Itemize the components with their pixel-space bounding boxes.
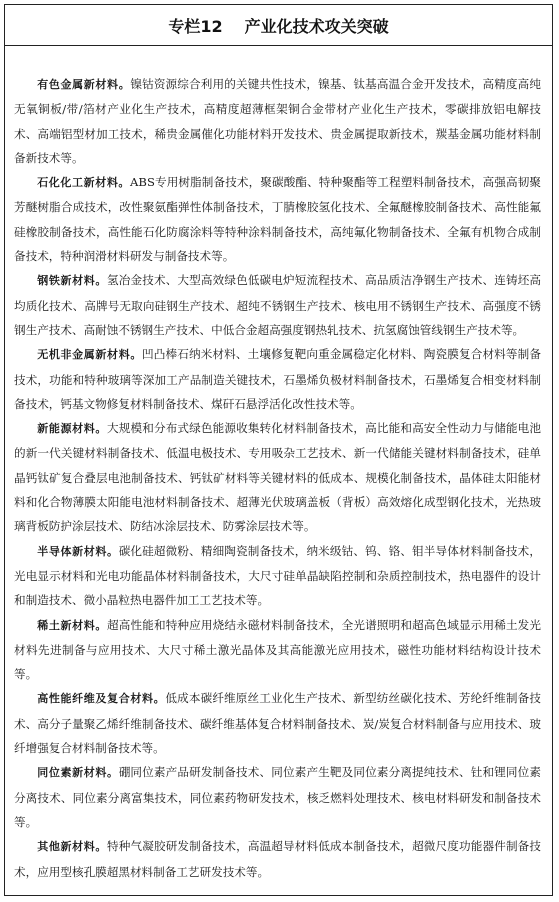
paragraph-text: 镍钴资源综合利用的关键共性技术，镍基、钛基高温合金开发技术，高精度高纯无氧铜板/带/箔材产业化生产技术，高精度超薄框架铜合金带材产业化生产技术，零碳排放铝电解技术、高端铝型材加工技术，稀贵金属催化功能材料开发技术、贵金属提取新技术，羰基金属功能材料制备新技术等。: [14, 77, 541, 165]
paragraph-text: 特种气凝胶研发制备技术，高温超导材料低成本制备技术，超微尺度功能器件制备技术，应用型核孔膜超黑材料制备工艺研发技术等。: [14, 839, 541, 879]
paragraph-isotope: [14, 760, 541, 834]
paragraph-heading: 其他新材料。: [37, 840, 108, 854]
paragraph-text: 氢冶金技术、大型高效绿色低碳电炉短流程技术、高品质洁净钢生产技术、连铸坯高均质化技术、高牌号无取向硅钢生产技术、超纯不锈钢生产技术、核电用不锈钢生产技术、高强度不锈钢生产技术、高耐蚀不锈钢生产技术、中低合金超高强度钢热轧技术、抗氢腐蚀管线钢生产技术等。: [14, 273, 541, 337]
paragraph-text: 超高性能和特种应用烧结永磁材料制备技术，全光谱照明和超高色域显示用稀土发光材料先进制备与应用技术、大尺寸稀土激光晶体及其高能激光应用技术，磁性功能材料结构设计技术等。: [14, 617, 541, 682]
paragraph-fiber-composite: [14, 686, 541, 760]
paragraph-other: [14, 834, 541, 884]
paragraph-text: 大规模和分布式绿色能源收集转化材料制备技术，高比能和高安全性动力与储能电池的新一代关键材料制备技术、低温电极技术、专用吸杂工艺技术、新一代储能关键材料制备技术，硅单晶钙钛矿复合叠层电池制备技术、钙钛矿材料等关键材料的低成本、规模化制备技术，晶体硅太阳能材料和化合物薄膜太阳能电池材料制备技术、超薄光伏玻璃盖板（背板）高效熔化成型钢化技术，光热玻璃背板防护涂层技术、防结冰涂层技术、防雾涂层技术等。: [14, 421, 541, 534]
paragraph-text: ABS专用树脂制备技术，聚碳酸酯、特种聚酯等工程塑料制备技术，高强高韧聚芳醚树脂合成技术，改性聚氨酯弹性体制备技术，丁腈橡胶氢化技术、全氟醚橡胶制备技术、高性能氟硅橡胶制备技术，高性能石化防腐涂料等特种涂料制备技术，高纯氟化物制备技术、全氟有机物合成制备技术，特种润滑材料研发与制备技术等。: [14, 175, 541, 264]
feature-box: [4, 4, 553, 896]
paragraph-heading: 钢铁新材料。: [37, 274, 108, 288]
paragraph-text: 凹凸棒石纳米材料、土壤修复靶向重金属稳定化材料、陶瓷膜复合材料等制备技术，功能和特种玻璃等深加工产品制造关键技术，石墨烯负极材料制备技术，石墨烯复合相变材料制备技术，钙基文物修复材料制备技术、煤矸石悬浮活化改性技术等。: [14, 347, 541, 411]
paragraph-heading: 新能源材料。: [37, 422, 108, 436]
paragraph-heading: 稀土新材料。: [37, 618, 108, 632]
paragraph-rare-earth: [14, 613, 541, 687]
paragraph-nonferrous: [14, 72, 541, 170]
paragraph-heading: 无机非金属新材料。: [37, 348, 142, 362]
paragraph-heading: 石化化工新材料。: [37, 176, 131, 190]
paragraph-text: 低成本碳纤维原丝工业化生产技术、新型纺丝碳化技术、芳纶纤维制备技术、高分子量聚乙烯纤维制备技术、碳纤维基体复合材料制备技术、炭/炭复合材料制备与应用技术、玻纤增强复合材料制备技术等。: [14, 691, 541, 756]
paragraph-new-energy: [14, 416, 541, 538]
paragraph-heading: 高性能纤维及复合材料。: [37, 692, 166, 706]
box-header: [5, 5, 552, 46]
column-label: 专栏12: [168, 16, 223, 36]
paragraph-text: 硼同位素产品研发制备技术、同位素产生靶及同位素分离提纯技术、钍和锂同位素分离技术、同位素分离富集技术，同位素药物研发技术，核乏燃料处理技术、核电材料研发和制备技术等。: [14, 765, 542, 829]
paragraph-heading: 有色金属新材料。: [37, 78, 131, 91]
paragraph-steel: [14, 268, 541, 342]
paragraph-heading: 半导体新材料。: [37, 544, 119, 558]
paragraph-inorganic: [14, 342, 541, 416]
paragraph-heading: 同位素新材料。: [37, 766, 119, 780]
box-content: [5, 46, 552, 884]
paragraph-semiconductor: [14, 539, 541, 613]
paragraph-petrochemical: [14, 170, 541, 268]
paragraph-text: 碳化硅超微粉、精细陶瓷制备技术，纳米级钴、钨、铬、钼半导体材料制备技术，光电显示材料和光电功能晶体材料制备技术，大尺寸硅单晶缺陷控制和杂质控制技术，热电器件的设计和制造技术、微小晶粒热电器件加工工艺技术等。: [14, 543, 542, 608]
column-title: 产业化技术攻关突破: [244, 16, 389, 36]
